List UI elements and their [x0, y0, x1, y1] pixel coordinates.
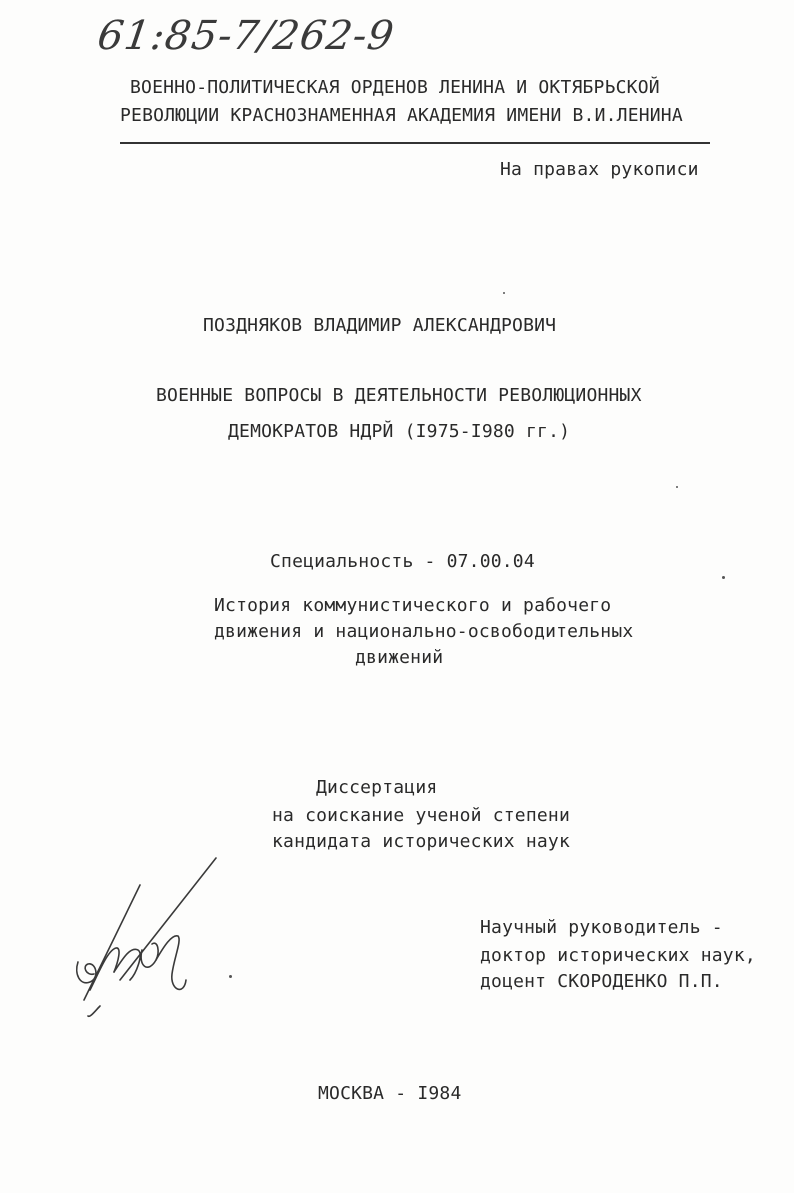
dissertation-title-line-2: ДЕМОКРАТОВ НДРЙ (I975-I980 гг.) — [228, 421, 571, 442]
paper-speck — [722, 576, 725, 579]
institution-line-2: РЕВОЛЮЦИИ КРАСНОЗНАМЕННАЯ АКАДЕМИЯ ИМЕНИ В.И.ЛЕНИНА — [120, 105, 683, 126]
specialty-code: Специальность - 07.00.04 — [270, 551, 535, 572]
header-divider — [120, 142, 710, 144]
supervisor-line-2: доктор исторических наук, — [480, 945, 756, 966]
specialty-name-line-3: движений — [355, 647, 444, 668]
place-and-year: МОСКВА - I984 — [318, 1083, 462, 1104]
paper-speck — [229, 975, 232, 978]
handwritten-signature — [60, 850, 240, 1030]
degree-line-1: Диссертация — [316, 777, 438, 798]
degree-line-3: кандидата исторических наук — [272, 831, 570, 852]
specialty-name-line-2: движения и национально-освободительных — [214, 621, 634, 642]
supervisor-line-1: Научный руководитель - — [480, 917, 723, 938]
handwritten-archive-number: 61:85-7/262-9 — [94, 13, 398, 59]
dissertation-title-line-1: ВОЕННЫЕ ВОПРОСЫ В ДЕЯТЕЛЬНОСТИ РЕВОЛЮЦИОННЫХ — [156, 385, 642, 406]
rights-note: На правах рукописи — [500, 159, 699, 180]
supervisor-line-3: доцент СКОРОДЕНКО П.П. — [480, 971, 723, 992]
author-name: ПОЗДНЯКОВ ВЛАДИМИР АЛЕКСАНДРОВИЧ — [203, 315, 557, 336]
paper-speck — [503, 292, 505, 294]
degree-line-2: на соискание ученой степени — [272, 805, 570, 826]
institution-line-1: ВОЕННО-ПОЛИТИЧЕСКАЯ ОРДЕНОВ ЛЕНИНА И ОКТЯБРЬСКОЙ — [130, 77, 660, 98]
specialty-name-line-1: История коммунистического и рабочего — [214, 595, 612, 616]
paper-speck — [676, 486, 678, 488]
